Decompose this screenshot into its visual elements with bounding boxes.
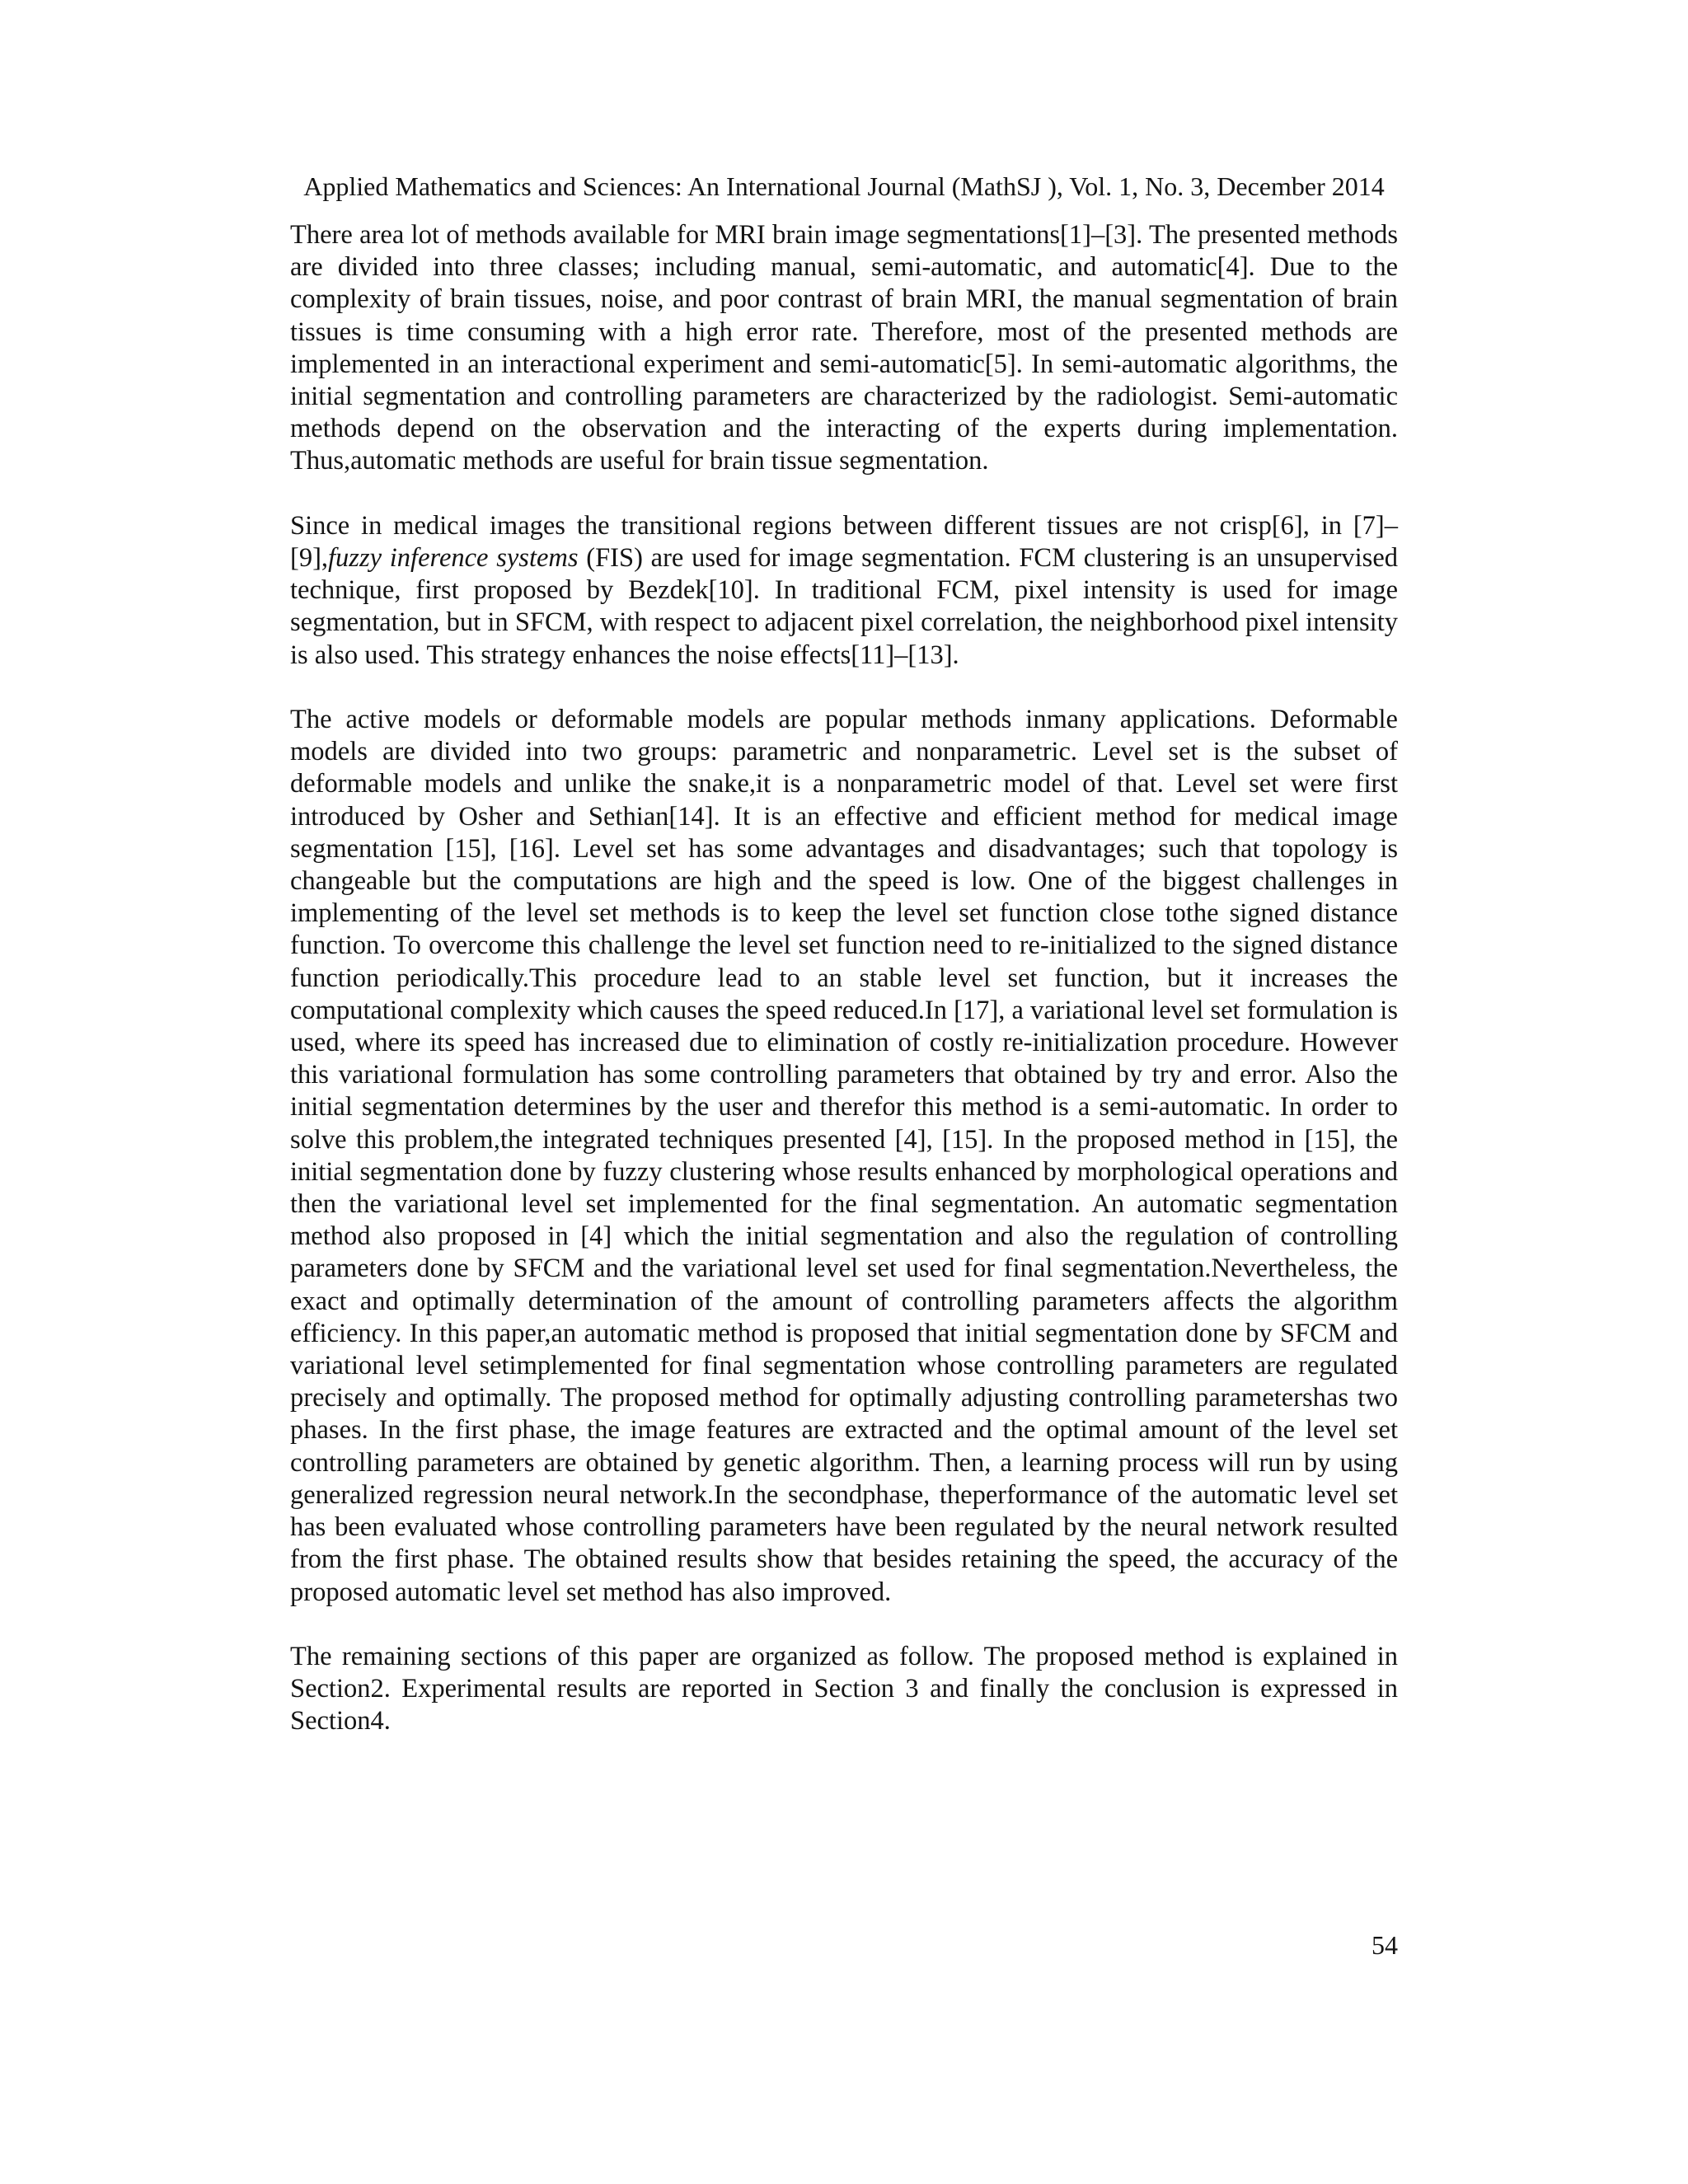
paragraph-2-text-start: Since in medical images the transitional regions between different tissues are not crisp[6], in [7]–[9], [290, 510, 1398, 574]
body-text [290, 219, 1398, 1738]
paragraph-3: The active models or deformable models are popular methods inmany applications. Deformable models are divided into two groups: parametric and nonparametric. Level set is the subset of deformable models and unlike the snake,it is a nonparametric model of that. Level set were first introduced by Osher and Sethian[14]. It is an effective and efficient method for medical image segmentation [15], [16]. Level set has some advantages and disadvantages; such that topology is changeable but the computations are high and the speed is low. One of the biggest challenges in implementing of the level set methods is to keep the level set function close tothe signed distance function. To overcome this challenge the level set function need to re-initialized to the signed distance function periodically.This procedure lead to an stable level set function, but it increases the computational complexity which causes the speed reduced.In [17], a variational level set formulation is used, where its speed has increased due to elimination of costly re-initialization procedure. However this variational formulation has some controlling parameters that obtained by try and error. Also the initial segmentation determines by the user and therefor this method is a semi-automatic. In order to solve this problem,the integrated techniques presented [4], [15]. In the proposed method in [15], the initial segmentation done by fuzzy clustering whose results enhanced by morphological operations and then the variational level set implemented for the final segmentation. An automatic segmentation method also proposed in [4] which the initial segmentation and also the regulation of controlling parameters done by SFCM and the variational level set used for final segmentation.Nevertheless, the exact and optimally determination of the amount of controlling parameters affects the algorithm efficiency. In this paper,an automatic method is proposed that initial segmentation done by SFCM and variational level setimplemented for final segmentation whose controlling parameters are regulated precisely and optimally. The proposed method for optimally adjusting controlling parametershas two phases. In the first phase, the image features are extracted and the optimal amount of the level set controlling parameters are obtained by genetic algorithm. Then, a learning process will run by using generalized regression neural network.In the secondphase, theperformance of the automatic level set has been evaluated whose controlling parameters have been regulated by the neural network resulted from the first phase. The obtained results show that besides retaining the speed, the accuracy of the proposed automatic level set method has also improved. [290, 705, 1398, 1607]
paragraph-2-text-end: (FIS) are used for image segmentation. FCM clustering is an unsupervised technique, first proposed by Bezdek[10]. In traditional FCM, pixel intensity is used for image segmentation, but in SFCM, with respect to adjacent pixel correlation, the neighborhood pixel intensity is also used. This strategy enhances the noise effects[11]–[13]. [290, 543, 1398, 670]
paragraph-4: The remaining sections of this paper are organized as follow. The proposed method is explained in Section2. Experimental results are reported in Section 3 and finally the conclusion is expressed in Section4. [290, 1641, 1398, 1736]
paragraph-2 [290, 510, 1398, 672]
paragraph-1: There area lot of methods available for MRI brain image segmentations[1]–[3]. The presented methods are divided into three classes; including manual, semi-automatic, and automatic[4]. Due to the complexity of brain tissues, noise, and poor contrast of brain MRI, the manual segmentation of brain tissues is time consuming with a high error rate. Therefore, most of the presented methods are implemented in an interactional experiment and semi-automatic[5]. In semi-automatic algorithms, the initial segmentation and controlling parameters are characterized by the radiologist. Semi-automatic methods depend on the observation and the interacting of the experts during implementation. Thus,automatic methods are useful for brain tissue segmentation. [290, 220, 1398, 476]
italic-term-fis: fuzzy inference systems [328, 543, 579, 574]
running-header: Applied Mathematics and Sciences: An International Journal (MathSJ ), Vol. 1, No. 3, December 2014 [303, 171, 1385, 201]
page-number: 54 [1372, 1930, 1398, 1960]
